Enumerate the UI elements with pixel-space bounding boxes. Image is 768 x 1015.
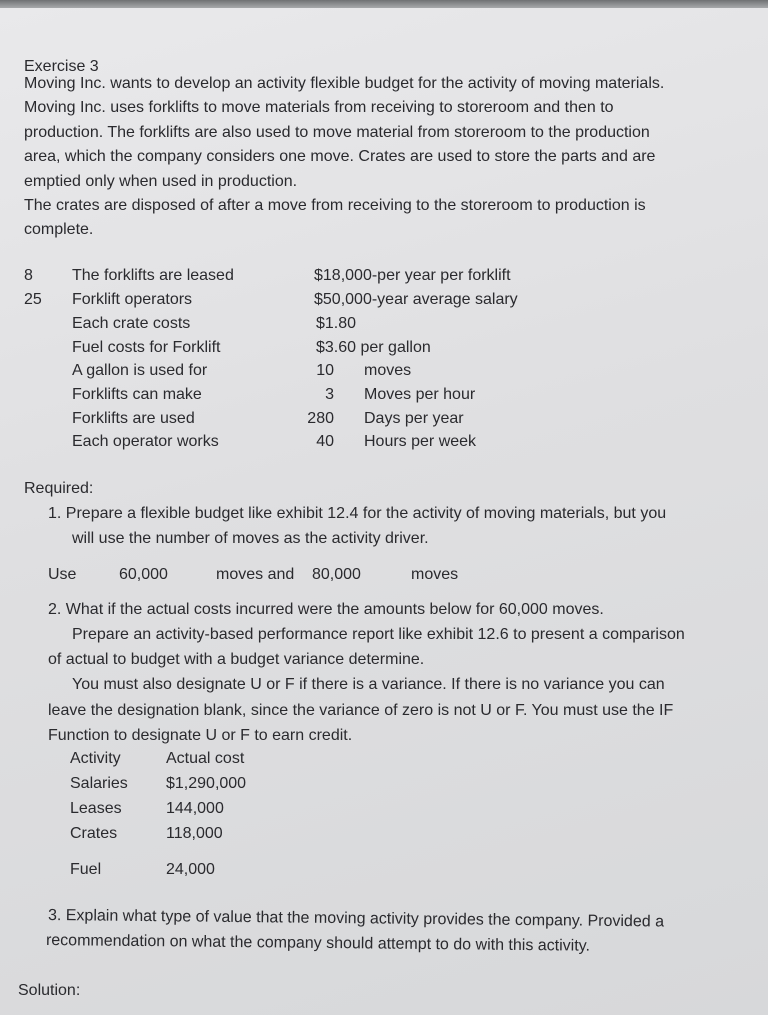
question-2-line: 2. What if the actual costs incurred were the amounts below for 60,000 moves. bbox=[48, 601, 604, 618]
required-heading: Required: bbox=[24, 480, 94, 497]
fact-label: A gallon is used for bbox=[72, 362, 208, 379]
activity-cell: Crates bbox=[70, 825, 118, 842]
fact-amount: $50,000-year average salary bbox=[314, 291, 518, 308]
intro-line: complete. bbox=[24, 221, 94, 239]
intro-line: Moving Inc. wants to develop an activity flexible budget for the activity of moving materials. bbox=[24, 75, 665, 92]
activity-cell: Fuel bbox=[70, 861, 102, 878]
intro-line: The crates are disposed of after a move from receiving to the storeroom to production is bbox=[24, 197, 646, 215]
use-value-a: 60,000 bbox=[119, 566, 168, 583]
use-value-b: 80,000 bbox=[312, 566, 361, 583]
question-2-line: Prepare an activity-based performance report like exhibit 12.6 to present a comparison bbox=[72, 626, 685, 643]
intro-line: area, which the company considers one move. Crates are used to store the parts and are bbox=[24, 148, 656, 166]
column-header-actual-cost: Actual cost bbox=[166, 750, 245, 767]
use-label: Use bbox=[48, 566, 77, 583]
fact-amount: 40 bbox=[316, 433, 334, 450]
fact-amount: 280 bbox=[307, 410, 334, 427]
question-1-line: 1. Prepare a flexible budget like exhibit 12.4 for the activity of moving materials, but you bbox=[48, 505, 667, 522]
fact-amount: $1.80 bbox=[316, 315, 357, 332]
cost-cell: 118,000 bbox=[166, 825, 223, 842]
question-3-line: 3. Explain what type of value that the moving activity provides the company. Provided a bbox=[47, 907, 665, 931]
worksheet-page bbox=[0, 8, 768, 1015]
question-2-line: Function to designate U or F to earn credit. bbox=[48, 727, 353, 744]
question-3-line: recommendation on what the company should attempt to do with this activity. bbox=[45, 932, 591, 955]
question-2-line: leave the designation blank, since the variance of zero is not U or F. You must use the IF bbox=[48, 702, 674, 719]
question-2-line: You must also designate U or F if there is a variance. If there is no variance you can bbox=[72, 676, 665, 693]
fact-amount: 10 bbox=[316, 362, 334, 379]
intro-line: production. The forklifts are also used to move material from storeroom to the production bbox=[24, 123, 650, 141]
fact-label: Fuel costs for Forklift bbox=[72, 339, 221, 356]
fact-label: Forklifts are used bbox=[72, 410, 195, 427]
exercise-title: Exercise 3 bbox=[24, 58, 99, 75]
activity-cell: Leases bbox=[70, 800, 122, 817]
fact-qty: 25 bbox=[24, 291, 42, 308]
intro-paragraph bbox=[24, 72, 749, 243]
cost-cell: 24,000 bbox=[166, 861, 215, 878]
fact-label: Forklifts can make bbox=[72, 386, 202, 403]
cost-cell: 144,000 bbox=[166, 800, 224, 817]
question-2-line: of actual to budget with a budget variance determine. bbox=[48, 651, 425, 668]
fact-unit: moves bbox=[364, 362, 412, 379]
fact-label: The forklifts are leased bbox=[72, 267, 234, 284]
cost-cell: $1,290,000 bbox=[166, 775, 247, 792]
question-1-line: will use the number of moves as the activity driver. bbox=[72, 530, 429, 547]
fact-label: Each operator works bbox=[72, 433, 219, 450]
fact-label: Each crate costs bbox=[72, 315, 191, 332]
fact-qty: 8 bbox=[24, 267, 33, 284]
use-end: moves bbox=[411, 566, 459, 583]
fact-amount: $18,000-per year per forklift bbox=[314, 267, 511, 284]
column-header-activity: Activity bbox=[70, 750, 121, 767]
solution-label: Solution: bbox=[18, 982, 81, 999]
fact-amount: 3 bbox=[325, 386, 334, 403]
intro-line: Moving Inc. uses forklifts to move materials from receiving to storeroom and then to bbox=[24, 99, 614, 117]
fact-unit: Moves per hour bbox=[364, 386, 476, 403]
use-mid: moves and bbox=[216, 566, 295, 583]
fact-unit: Hours per week bbox=[364, 433, 477, 450]
fact-amount: $3.60 per gallon bbox=[316, 339, 431, 356]
fact-label: Forklift operators bbox=[72, 291, 193, 308]
activity-cell: Salaries bbox=[70, 775, 128, 792]
fact-unit: Days per year bbox=[364, 410, 464, 427]
intro-line: emptied only when used in production. bbox=[24, 172, 298, 190]
